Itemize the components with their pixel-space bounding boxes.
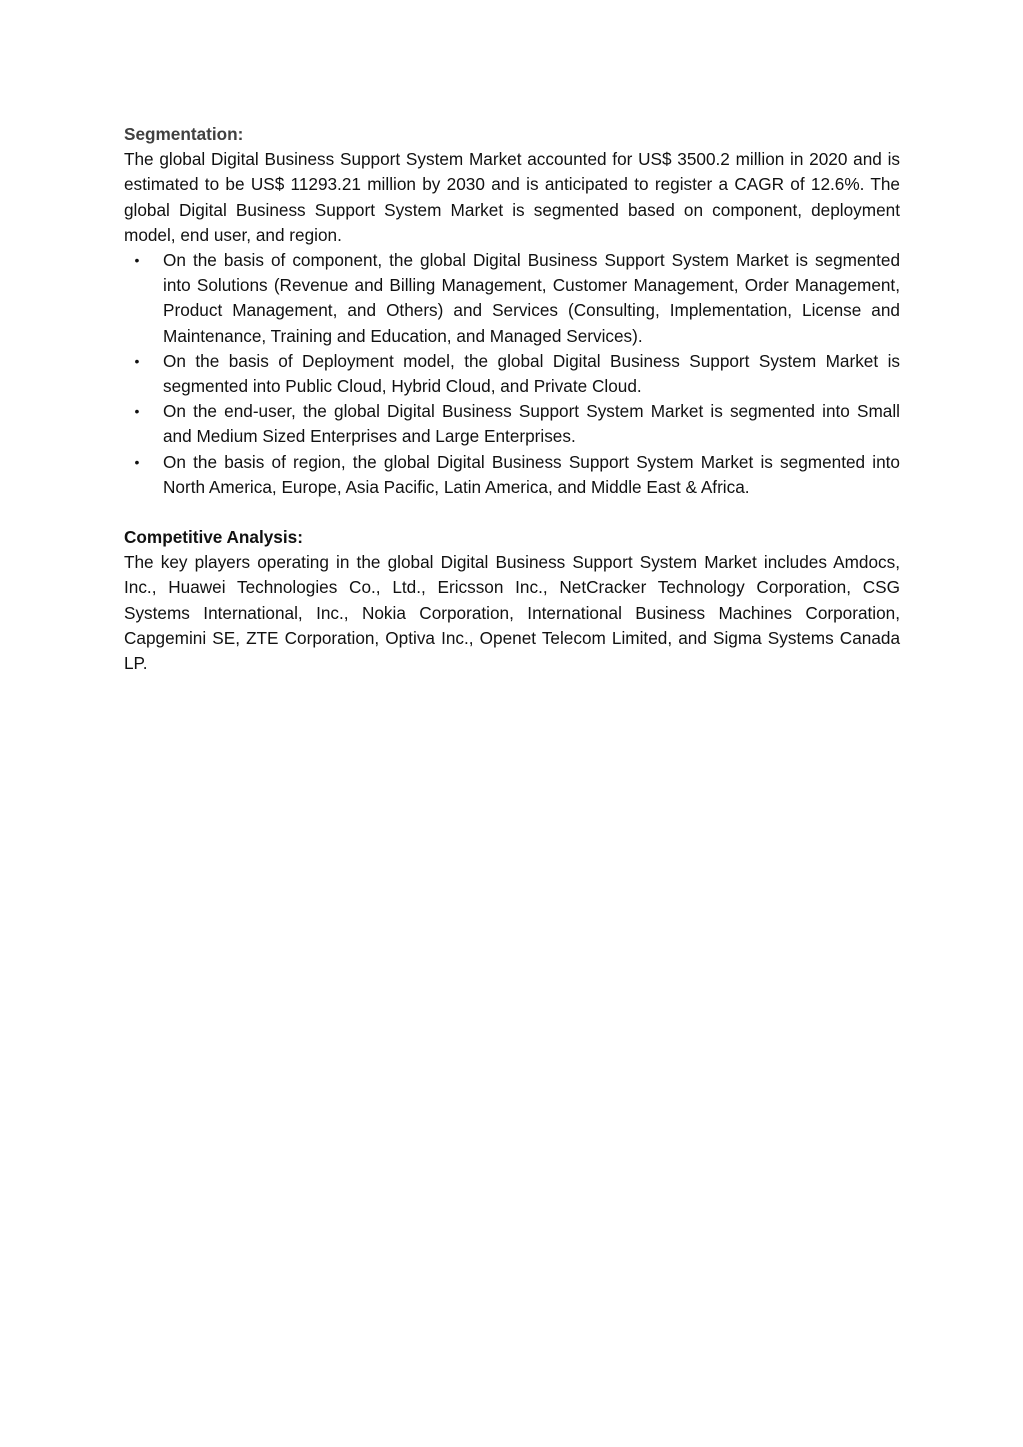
bullet-text: On the basis of region, the global Digital Business Support System Market is segmented into North America, Europe, Asia Pacific, Latin America, and Middle East & Africa.: [163, 451, 900, 497]
bullet-icon: •: [134, 453, 140, 470]
bullet-deployment: [124, 349, 900, 399]
document-page: [124, 122, 900, 676]
bullet-component: [124, 248, 900, 349]
competitive-analysis-body: The key players operating in the global Digital Business Support System Market includes Amdocs, Inc., Huawei Technologies Co., Ltd., Ericsson Inc., NetCracker Technology Corporation, CSG Systems International, Inc., Nokia Corporation, International Business Machines Corporation, Capgemini SE, ZTE Corporation, Optiva Inc., Openet Telecom Limited, and Sigma Systems Canada LP.: [124, 552, 900, 674]
bullet-icon: •: [134, 403, 140, 420]
competitive-analysis-heading: Competitive Analysis:: [124, 527, 303, 548]
bullet-region: [124, 450, 900, 500]
bullet-icon: •: [134, 252, 140, 269]
segmentation-intro: The global Digital Business Support System Market accounted for US$ 3500.2 million in 2020 and is estimated to be US$ 11293.21 million by 2030 and is anticipated to register a CAGR of 12.6%. The global Digital Business Support System Market is segmented based on component, deployment model, end user, and region.: [124, 149, 900, 245]
bullet-text: On the basis of Deployment model, the global Digital Business Support System Market is segmented into Public Cloud, Hybrid Cloud, and Private Cloud.: [163, 350, 900, 397]
segmentation-heading: Segmentation:: [124, 124, 244, 144]
bullet-end-user: [124, 399, 900, 449]
bullet-text: On the end-user, the global Digital Business Support System Market is segmented into Small and Medium Sized Enterprises and Large Enterprises.: [163, 401, 900, 447]
section-spacer: [124, 500, 900, 525]
segmentation-bullet-list: [124, 248, 900, 500]
bullet-text: On the basis of component, the global Digital Business Support System Market is segmented into Solutions (Revenue and Billing Management, Customer Management, Order Management, Product Management, and Others) and Services (Consulting, Implementation, License and Maintenance, Training and Education, and Managed Services).: [163, 250, 900, 346]
bullet-icon: •: [134, 352, 140, 369]
